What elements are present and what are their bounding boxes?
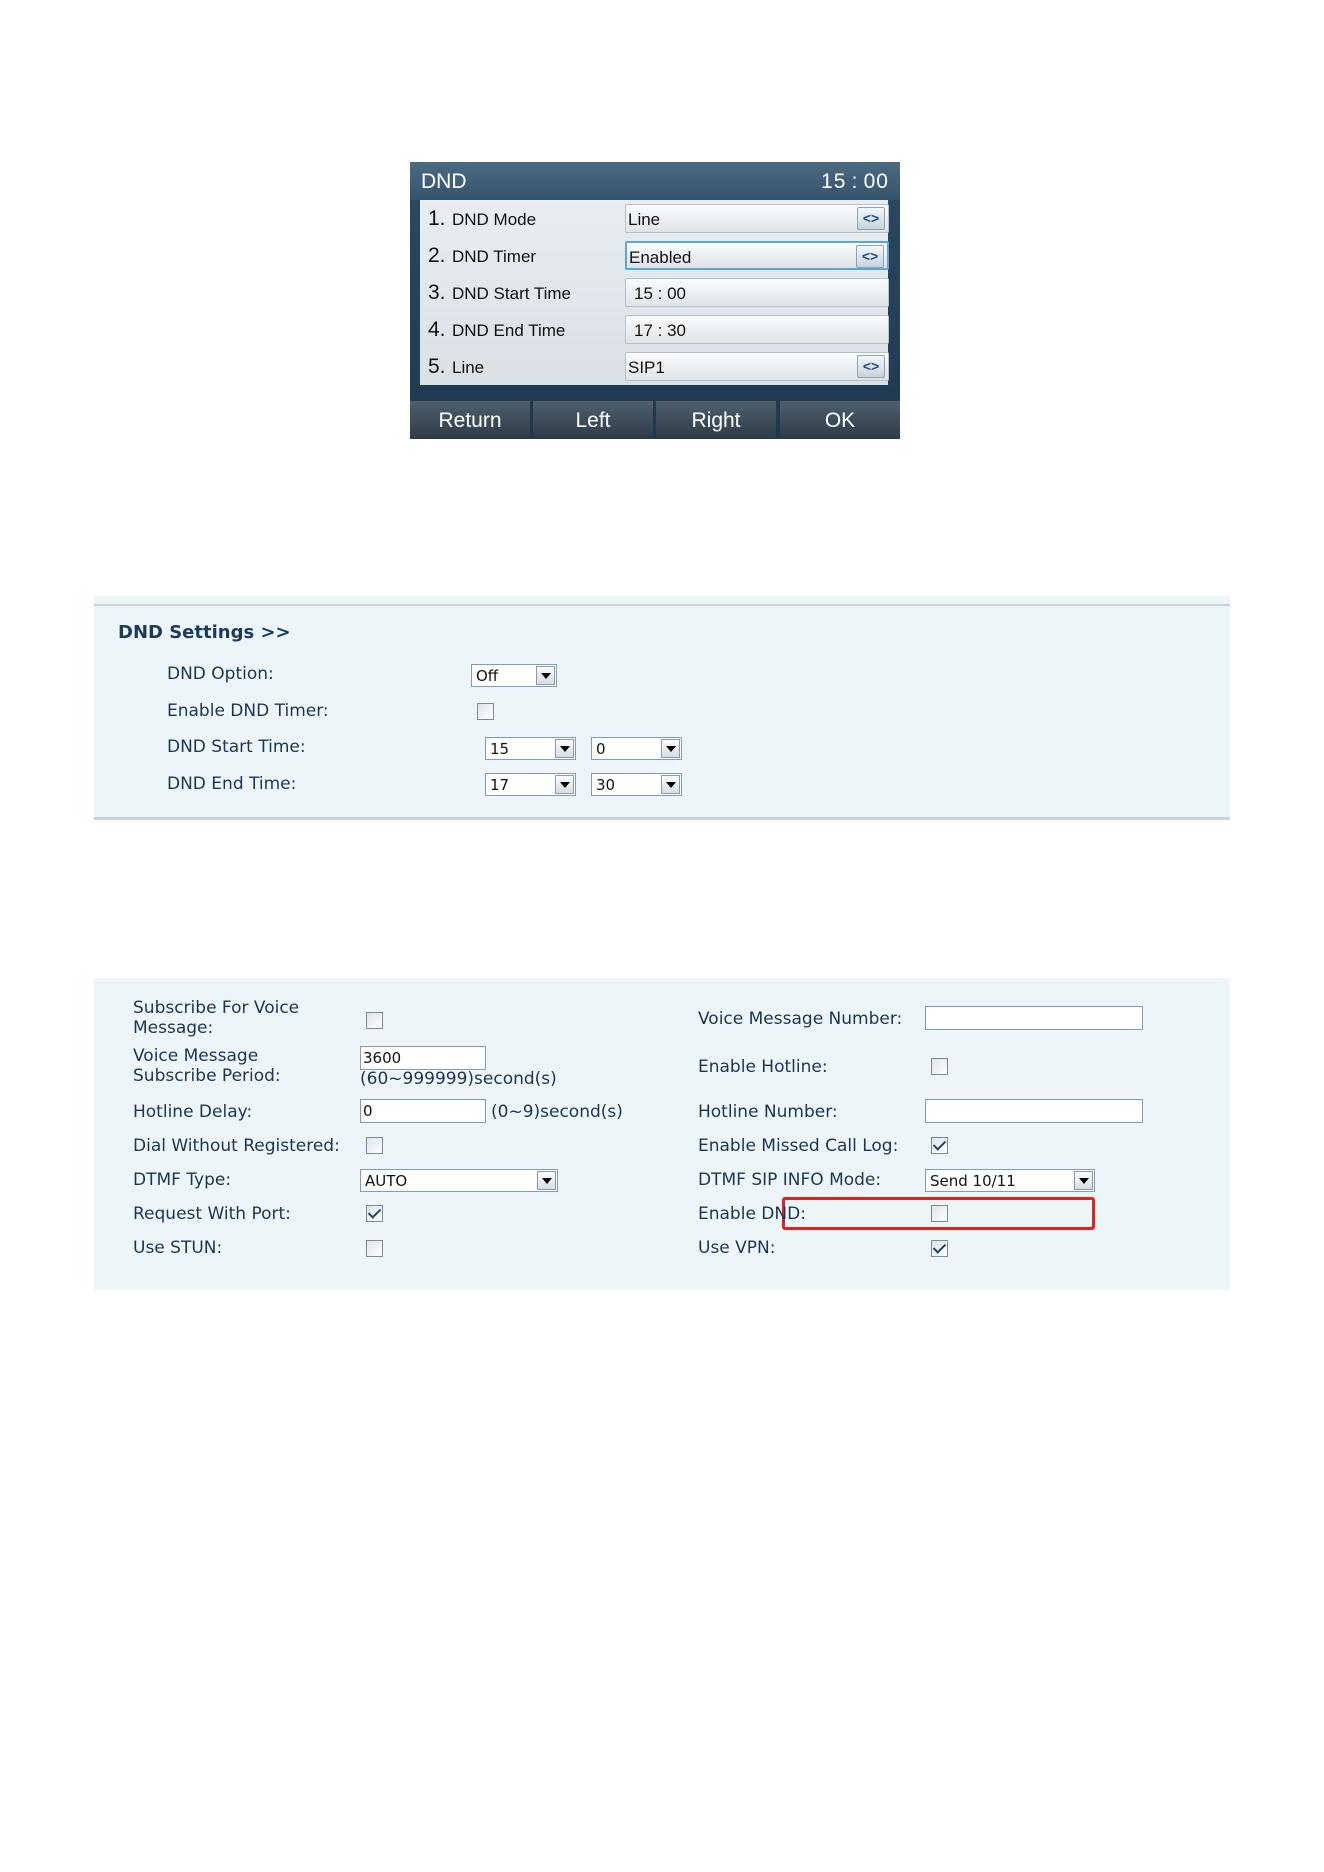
enable-hotline-label: Enable Hotline: (698, 1057, 828, 1077)
phone-row-dnd-start-time[interactable] (420, 274, 888, 311)
label-line: Subscribe For Voice (133, 998, 300, 1018)
use-stun-label: Use STUN: (133, 1238, 223, 1258)
row-number: 1. (428, 207, 446, 230)
row-label: DND End Time (452, 321, 566, 340)
request-with-port-label: Request With Port: (133, 1204, 291, 1224)
dtmf-sip-info-mode-label: DTMF SIP INFO Mode: (698, 1170, 882, 1190)
label-line: Message: (133, 1018, 214, 1038)
dnd-end-time-field[interactable] (625, 315, 889, 344)
dropdown-arrow-icon (536, 666, 555, 685)
enable-dnd-checkbox[interactable] (931, 1205, 948, 1222)
sip-advanced-settings-panel (94, 978, 1230, 1290)
softkey-bar (410, 401, 900, 439)
phone-row-line[interactable] (420, 348, 888, 385)
phone-clock: 15 : 00 (821, 170, 889, 193)
dnd-timer-field[interactable] (625, 241, 889, 270)
end-hour-value: 17 (490, 776, 510, 794)
enable-dnd-timer-checkbox[interactable] (477, 703, 494, 720)
row-label: DND Start Time (452, 284, 572, 303)
phone-header (410, 162, 900, 200)
dnd-timer-value: Enabled (629, 248, 692, 267)
dtmf-sip-info-mode-value: Send 10/11 (930, 1172, 1016, 1190)
request-with-port-checkbox[interactable] (366, 1205, 383, 1222)
line-value: SIP1 (628, 358, 665, 377)
phone-title: DND (421, 170, 467, 193)
row-label: Line (452, 358, 485, 377)
phone-row-dnd-timer[interactable] (420, 237, 888, 274)
dnd-start-time-field[interactable] (625, 278, 889, 307)
subscribe-voice-message-label (133, 998, 299, 1038)
subscribe-period-hint: (60~999999)second(s) (360, 1069, 557, 1089)
row-number: 3. (428, 281, 446, 304)
enable-dnd-timer-label: Enable DND Timer: (167, 701, 329, 721)
dtmf-type-value: AUTO (365, 1172, 408, 1190)
voice-message-number-label: Voice Message Number: (698, 1009, 903, 1029)
enable-hotline-checkbox[interactable] (931, 1058, 948, 1075)
start-minute-select[interactable] (591, 737, 682, 760)
use-vpn-checkbox[interactable] (931, 1240, 948, 1257)
phone-menu-list (420, 200, 888, 385)
left-right-arrow-icon[interactable]: <> (857, 207, 885, 230)
row-label: DND Mode (452, 210, 537, 229)
dnd-end-time-label: DND End Time: (167, 774, 297, 794)
ok-softkey[interactable]: OK (780, 401, 900, 439)
left-right-arrow-icon[interactable]: <> (856, 245, 884, 268)
row-label: DND Timer (452, 247, 537, 266)
dnd-mode-value: Line (628, 210, 661, 229)
start-minute-value: 0 (596, 740, 606, 758)
use-vpn-label: Use VPN: (698, 1238, 776, 1258)
dnd-end-time-value: 17 : 30 (634, 321, 686, 340)
phone-row-dnd-end-time[interactable] (420, 311, 888, 348)
dnd-settings-panel (94, 596, 1230, 820)
dnd-start-time-value: 15 : 00 (634, 284, 686, 303)
hotline-delay-label: Hotline Delay: (133, 1102, 253, 1122)
dtmf-sip-info-mode-select[interactable] (925, 1169, 1095, 1192)
dropdown-arrow-icon (555, 775, 574, 794)
label-line: Subscribe Period: (133, 1066, 281, 1086)
dnd-start-time-label: DND Start Time: (167, 737, 306, 757)
hotline-number-input[interactable] (925, 1099, 1143, 1123)
dial-without-registered-checkbox[interactable] (366, 1137, 383, 1154)
left-softkey[interactable]: Left (533, 401, 653, 439)
line-field[interactable] (625, 352, 889, 381)
end-minute-select[interactable] (591, 773, 682, 796)
divider (94, 817, 1230, 820)
dropdown-arrow-icon (555, 739, 574, 758)
dropdown-arrow-icon (661, 739, 680, 758)
dtmf-type-select[interactable] (360, 1169, 558, 1192)
row-number: 4. (428, 318, 446, 341)
divider (94, 604, 1230, 606)
start-hour-select[interactable] (485, 737, 576, 760)
left-right-arrow-icon[interactable]: <> (857, 355, 885, 378)
hotline-delay-input[interactable]: 0 (360, 1099, 486, 1123)
enable-dnd-label: Enable DND: (698, 1204, 806, 1224)
dropdown-arrow-icon (1074, 1171, 1093, 1190)
voice-message-number-input[interactable] (925, 1006, 1143, 1030)
right-softkey[interactable]: Right (656, 401, 776, 439)
subscribe-period-input[interactable]: 3600 (360, 1046, 486, 1070)
dnd-mode-field[interactable] (625, 204, 889, 233)
start-hour-value: 15 (490, 740, 510, 758)
phone-screen (410, 162, 900, 439)
hotline-number-label: Hotline Number: (698, 1102, 838, 1122)
dial-without-registered-label: Dial Without Registered: (133, 1136, 340, 1156)
enable-missed-call-log-label: Enable Missed Call Log: (698, 1136, 899, 1156)
subscribe-voice-message-checkbox[interactable] (366, 1012, 383, 1029)
row-number: 2. (428, 244, 446, 267)
enable-missed-call-log-checkbox[interactable] (931, 1137, 948, 1154)
phone-row-dnd-mode[interactable] (420, 200, 888, 237)
voice-message-period-label (133, 1046, 281, 1086)
label-line: Voice Message (133, 1046, 259, 1066)
end-minute-value: 30 (596, 776, 616, 794)
dnd-option-label: DND Option: (167, 664, 274, 684)
dropdown-arrow-icon (661, 775, 680, 794)
hotline-delay-hint: (0~9)second(s) (491, 1102, 623, 1122)
dnd-option-select[interactable] (471, 664, 557, 687)
row-number: 5. (428, 355, 446, 378)
use-stun-checkbox[interactable] (366, 1240, 383, 1257)
dropdown-arrow-icon (537, 1171, 556, 1190)
dnd-option-value: Off (476, 667, 499, 685)
end-hour-select[interactable] (485, 773, 576, 796)
return-softkey[interactable]: Return (410, 401, 530, 439)
section-heading[interactable]: DND Settings >> (118, 622, 291, 643)
dtmf-type-label: DTMF Type: (133, 1170, 232, 1190)
